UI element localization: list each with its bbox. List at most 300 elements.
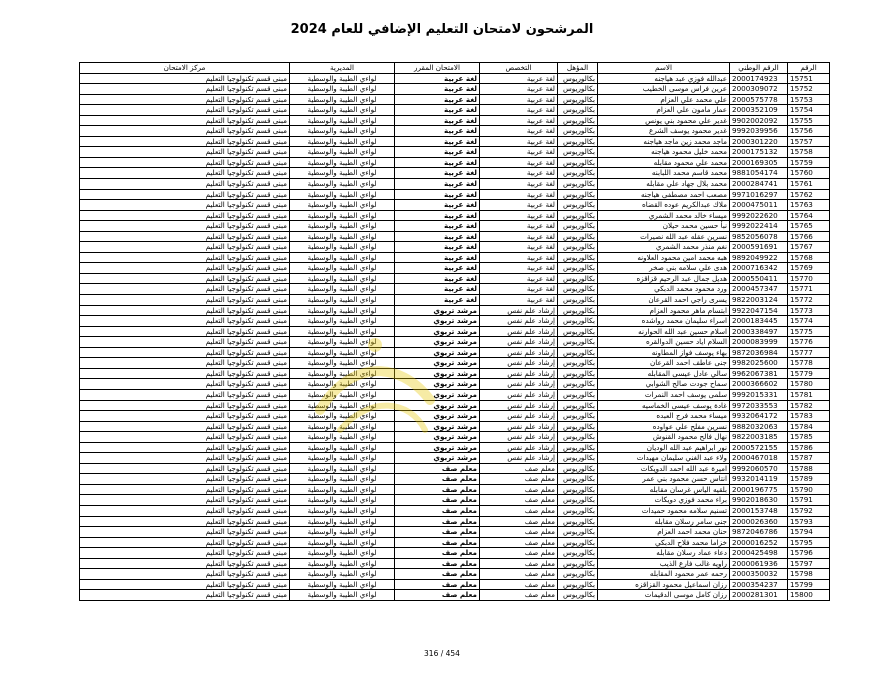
cell-specialization: معلم صف xyxy=(480,505,558,516)
cell-directorate: لواءي الطيبة والوسطية xyxy=(290,379,395,390)
cell-specialization: لغة عربية xyxy=(480,94,558,105)
cell-exam: لغة عربية xyxy=(395,273,480,284)
cell-qualification: بكالوريوس xyxy=(558,516,598,527)
cell-seq: 15789 xyxy=(788,474,830,485)
cell-national-id: 2000196775 xyxy=(730,484,788,495)
cell-specialization: إرشاد علم نفس xyxy=(480,305,558,316)
cell-national-id: 2000301220 xyxy=(730,136,788,147)
cell-directorate: لواءي الطيبة والوسطية xyxy=(290,558,395,569)
cell-directorate: لواءي الطيبة والوسطية xyxy=(290,548,395,559)
cell-national-id: 2000475011 xyxy=(730,200,788,211)
cell-exam: معلم صف xyxy=(395,590,480,601)
cell-exam-center: مبنى قسم تكنولوجيا التعليم xyxy=(80,147,290,158)
cell-seq: 15790 xyxy=(788,484,830,495)
table-row xyxy=(80,463,830,474)
cell-national-id: 2000016252 xyxy=(730,537,788,548)
cell-directorate: لواءي الطيبة والوسطية xyxy=(290,105,395,116)
table-row xyxy=(80,389,830,400)
cell-exam: لغة عربية xyxy=(395,295,480,306)
table-row xyxy=(80,421,830,432)
cell-exam-center: مبنى قسم تكنولوجيا التعليم xyxy=(80,242,290,253)
cell-national-id: 9822003185 xyxy=(730,432,788,443)
cell-exam: مرشد تربوي xyxy=(395,305,480,316)
table-row xyxy=(80,358,830,369)
cell-national-id: 2000467018 xyxy=(730,453,788,464)
table-row xyxy=(80,126,830,137)
cell-name: محمد بلال جهاد علي مقابله xyxy=(598,179,730,190)
header-name: الاسم xyxy=(598,63,730,74)
cell-seq: 15776 xyxy=(788,337,830,348)
cell-seq: 15761 xyxy=(788,179,830,190)
cell-national-id: 2000350032 xyxy=(730,569,788,580)
cell-qualification: بكالوريوس xyxy=(558,168,598,179)
cell-qualification: بكالوريوس xyxy=(558,442,598,453)
table-row xyxy=(80,210,830,221)
cell-name: عرين فراس موسى الخطيب xyxy=(598,84,730,95)
cell-qualification: بكالوريوس xyxy=(558,126,598,137)
cell-exam: لغة عربية xyxy=(395,84,480,95)
cell-name: يسرى راجي احمد القرعان xyxy=(598,295,730,306)
cell-national-id: 2000716342 xyxy=(730,263,788,274)
cell-specialization: معلم صف xyxy=(480,516,558,527)
cell-exam: لغة عربية xyxy=(395,284,480,295)
page-title: المرشحون لامتحان التعليم الإضافي للعام 2024 xyxy=(290,22,594,37)
table-row xyxy=(80,337,830,348)
cell-national-id: 2000153748 xyxy=(730,505,788,516)
table-row xyxy=(80,442,830,453)
cell-name: بلقيه الياس غرسان مقابله xyxy=(598,484,730,495)
table-row xyxy=(80,284,830,295)
cell-seq: 15763 xyxy=(788,200,830,211)
cell-name: اسلام حسين عبد الله الحوارنه xyxy=(598,326,730,337)
cell-exam: لغة عربية xyxy=(395,263,480,274)
cell-name: السلام اياد حسين الدوالقره xyxy=(598,337,730,348)
cell-name: نسرين مفلح علي عواوده xyxy=(598,421,730,432)
table-row xyxy=(80,474,830,485)
cell-directorate: لواءي الطيبة والوسطية xyxy=(290,157,395,168)
table-row xyxy=(80,221,830,232)
cell-exam-center: مبنى قسم تكنولوجيا التعليم xyxy=(80,516,290,527)
cell-specialization: إرشاد علم نفس xyxy=(480,442,558,453)
cell-name: رحمه عمر محمود المقابله xyxy=(598,569,730,580)
header-specialization: التخصص xyxy=(480,63,558,74)
cell-exam-center: مبنى قسم تكنولوجيا التعليم xyxy=(80,210,290,221)
cell-exam-center: مبنى قسم تكنولوجيا التعليم xyxy=(80,347,290,358)
cell-exam: لغة عربية xyxy=(395,168,480,179)
cell-exam: معلم صف xyxy=(395,516,480,527)
header-national-id: الرقم الوطني xyxy=(730,63,788,74)
cell-name: ماجد محمد زين ماجد هياجنه xyxy=(598,136,730,147)
cell-qualification: بكالوريوس xyxy=(558,495,598,506)
cell-specialization: لغة عربية xyxy=(480,105,558,116)
cell-directorate: لواءي الطيبة والوسطية xyxy=(290,179,395,190)
candidates-table xyxy=(79,62,830,601)
cell-seq: 15796 xyxy=(788,548,830,559)
cell-exam: لغة عربية xyxy=(395,252,480,263)
cell-directorate: لواءي الطيبة والوسطية xyxy=(290,316,395,327)
table-row xyxy=(80,505,830,516)
cell-seq: 15774 xyxy=(788,316,830,327)
cell-national-id: 9902002092 xyxy=(730,115,788,126)
cell-exam: مرشد تربوي xyxy=(395,347,480,358)
cell-seq: 15793 xyxy=(788,516,830,527)
cell-exam: لغة عربية xyxy=(395,115,480,126)
cell-qualification: بكالوريوس xyxy=(558,157,598,168)
cell-name: ملاك عبدالكريم عوده القضاه xyxy=(598,200,730,211)
cell-exam: معلم صف xyxy=(395,537,480,548)
cell-exam: مرشد تربوي xyxy=(395,379,480,390)
cell-directorate: لواءي الطيبة والوسطية xyxy=(290,210,395,221)
cell-exam-center: مبنى قسم تكنولوجيا التعليم xyxy=(80,453,290,464)
cell-directorate: لواءي الطيبة والوسطية xyxy=(290,495,395,506)
cell-specialization: معلم صف xyxy=(480,484,558,495)
cell-name: سالي عادل عيسى المقابله xyxy=(598,368,730,379)
cell-seq: 15778 xyxy=(788,358,830,369)
cell-specialization: إرشاد علم نفس xyxy=(480,400,558,411)
cell-exam-center: مبنى قسم تكنولوجيا التعليم xyxy=(80,337,290,348)
cell-exam-center: مبنى قسم تكنولوجيا التعليم xyxy=(80,189,290,200)
cell-exam: معلم صف xyxy=(395,505,480,516)
cell-specialization: لغة عربية xyxy=(480,115,558,126)
cell-exam-center: مبنى قسم تكنولوجيا التعليم xyxy=(80,527,290,538)
cell-national-id: 2000175132 xyxy=(730,147,788,158)
cell-national-id: 9992039956 xyxy=(730,126,788,137)
header-exam-center: مركز الامتحان xyxy=(80,63,290,74)
cell-qualification: بكالوريوس xyxy=(558,537,598,548)
cell-name: هديل جمال عبد الرحيم قزاقزه xyxy=(598,273,730,284)
cell-qualification: بكالوريوس xyxy=(558,453,598,464)
cell-directorate: لواءي الطيبة والوسطية xyxy=(290,189,395,200)
table-row xyxy=(80,590,830,601)
cell-exam-center: مبنى قسم تكنولوجيا التعليم xyxy=(80,221,290,232)
cell-national-id: 9982025600 xyxy=(730,358,788,369)
cell-national-id: 2000550411 xyxy=(730,273,788,284)
cell-exam: لغة عربية xyxy=(395,210,480,221)
cell-seq: 15797 xyxy=(788,558,830,569)
cell-exam-center: مبنى قسم تكنولوجيا التعليم xyxy=(80,115,290,126)
cell-specialization: لغة عربية xyxy=(480,179,558,190)
cell-exam: مرشد تربوي xyxy=(395,389,480,400)
cell-qualification: بكالوريوس xyxy=(558,115,598,126)
cell-exam: معلم صف xyxy=(395,569,480,580)
cell-qualification: بكالوريوس xyxy=(558,210,598,221)
table-body xyxy=(80,73,830,600)
cell-exam: لغة عربية xyxy=(395,126,480,137)
cell-exam: مرشد تربوي xyxy=(395,421,480,432)
cell-specialization: معلم صف xyxy=(480,474,558,485)
cell-directorate: لواءي الطيبة والوسطية xyxy=(290,569,395,580)
cell-name: بهاء يوسف فواز المطاونه xyxy=(598,347,730,358)
cell-national-id: 2000309072 xyxy=(730,84,788,95)
cell-directorate: لواءي الطيبة والوسطية xyxy=(290,84,395,95)
cell-exam-center: مبنى قسم تكنولوجيا التعليم xyxy=(80,84,290,95)
cell-national-id: 9992060570 xyxy=(730,463,788,474)
cell-qualification: بكالوريوس xyxy=(558,558,598,569)
cell-exam: لغة عربية xyxy=(395,221,480,232)
cell-exam: مرشد تربوي xyxy=(395,358,480,369)
cell-exam-center: مبنى قسم تكنولوجيا التعليم xyxy=(80,474,290,485)
cell-qualification: بكالوريوس xyxy=(558,505,598,516)
table-row xyxy=(80,495,830,506)
cell-directorate: لواءي الطيبة والوسطية xyxy=(290,200,395,211)
cell-qualification: بكالوريوس xyxy=(558,463,598,474)
table-row xyxy=(80,347,830,358)
cell-exam-center: مبنى قسم تكنولوجيا التعليم xyxy=(80,126,290,137)
cell-national-id: 9822003124 xyxy=(730,295,788,306)
cell-directorate: لواءي الطيبة والوسطية xyxy=(290,505,395,516)
cell-exam-center: مبنى قسم تكنولوجيا التعليم xyxy=(80,484,290,495)
table-row xyxy=(80,400,830,411)
cell-name: راويه غالب فارع الذيب xyxy=(598,558,730,569)
cell-national-id: 2000083999 xyxy=(730,337,788,348)
cell-exam-center: مبنى قسم تكنولوجيا التعليم xyxy=(80,579,290,590)
cell-name: ميساء محمد فرج العبده xyxy=(598,411,730,422)
cell-national-id: 9932064172 xyxy=(730,411,788,422)
cell-directorate: لواءي الطيبة والوسطية xyxy=(290,368,395,379)
cell-name: علي محمد علي العزام xyxy=(598,94,730,105)
cell-qualification: بكالوريوس xyxy=(558,474,598,485)
cell-seq: 15773 xyxy=(788,305,830,316)
cell-specialization: إرشاد علم نفس xyxy=(480,421,558,432)
cell-specialization: معلم صف xyxy=(480,579,558,590)
cell-exam-center: مبنى قسم تكنولوجيا التعليم xyxy=(80,495,290,506)
table-row xyxy=(80,231,830,242)
cell-seq: 15795 xyxy=(788,537,830,548)
cell-seq: 15799 xyxy=(788,579,830,590)
cell-specialization: لغة عربية xyxy=(480,126,558,137)
cell-specialization: إرشاد علم نفس xyxy=(480,453,558,464)
cell-qualification: بكالوريوس xyxy=(558,484,598,495)
page-number: 316 / 454 xyxy=(424,649,460,658)
cell-seq: 15766 xyxy=(788,231,830,242)
cell-directorate: لواءي الطيبة والوسطية xyxy=(290,537,395,548)
cell-exam-center: مبنى قسم تكنولوجيا التعليم xyxy=(80,295,290,306)
cell-qualification: بكالوريوس xyxy=(558,432,598,443)
cell-qualification: بكالوريوس xyxy=(558,400,598,411)
table-row xyxy=(80,94,830,105)
cell-exam-center: مبنى قسم تكنولوجيا التعليم xyxy=(80,284,290,295)
header-directorate: المديرية xyxy=(290,63,395,74)
cell-seq: 15780 xyxy=(788,379,830,390)
header-seq: الرقم xyxy=(788,63,830,74)
cell-qualification: بكالوريوس xyxy=(558,200,598,211)
cell-directorate: لواءي الطيبة والوسطية xyxy=(290,295,395,306)
cell-seq: 15775 xyxy=(788,326,830,337)
cell-specialization: لغة عربية xyxy=(480,157,558,168)
cell-exam-center: مبنى قسم تكنولوجيا التعليم xyxy=(80,463,290,474)
cell-exam: مرشد تربوي xyxy=(395,316,480,327)
cell-specialization: لغة عربية xyxy=(480,168,558,179)
cell-exam: معلم صف xyxy=(395,484,480,495)
cell-exam-center: مبنى قسم تكنولوجيا التعليم xyxy=(80,389,290,400)
cell-specialization: معلم صف xyxy=(480,548,558,559)
cell-national-id: 2000174923 xyxy=(730,73,788,84)
cell-directorate: لواءي الطيبة والوسطية xyxy=(290,136,395,147)
table-row xyxy=(80,558,830,569)
cell-exam: لغة عربية xyxy=(395,147,480,158)
cell-seq: 15757 xyxy=(788,136,830,147)
cell-exam: مرشد تربوي xyxy=(395,326,480,337)
cell-qualification: بكالوريوس xyxy=(558,263,598,274)
table-row xyxy=(80,200,830,211)
table-row xyxy=(80,168,830,179)
cell-exam-center: مبنى قسم تكنولوجيا التعليم xyxy=(80,263,290,274)
cell-directorate: لواءي الطيبة والوسطية xyxy=(290,411,395,422)
cell-directorate: لواءي الطيبة والوسطية xyxy=(290,326,395,337)
cell-national-id: 9992022414 xyxy=(730,221,788,232)
cell-national-id: 9882032063 xyxy=(730,421,788,432)
cell-name: براء محمد فوزي دويكات xyxy=(598,495,730,506)
cell-exam: معلم صف xyxy=(395,474,480,485)
cell-name: نغم منذر محمد الشمري xyxy=(598,242,730,253)
cell-national-id: 2000338497 xyxy=(730,326,788,337)
cell-national-id: 2000281301 xyxy=(730,590,788,601)
cell-seq: 15765 xyxy=(788,221,830,232)
cell-directorate: لواءي الطيبة والوسطية xyxy=(290,147,395,158)
cell-exam: لغة عربية xyxy=(395,231,480,242)
cell-directorate: لواءي الطيبة والوسطية xyxy=(290,579,395,590)
cell-name: رزان كامل موسى الدقيمات xyxy=(598,590,730,601)
table-row xyxy=(80,537,830,548)
cell-directorate: لواءي الطيبة والوسطية xyxy=(290,590,395,601)
cell-national-id: 2000572155 xyxy=(730,442,788,453)
cell-exam: لغة عربية xyxy=(395,136,480,147)
cell-qualification: بكالوريوس xyxy=(558,136,598,147)
cell-qualification: بكالوريوس xyxy=(558,326,598,337)
cell-name: ميساء خالد محمد الشمري xyxy=(598,210,730,221)
cell-qualification: بكالوريوس xyxy=(558,231,598,242)
cell-name: غدير محمود يوسف الشرع xyxy=(598,126,730,137)
cell-exam-center: مبنى قسم تكنولوجيا التعليم xyxy=(80,558,290,569)
cell-exam: لغة عربية xyxy=(395,157,480,168)
cell-exam-center: مبنى قسم تكنولوجيا التعليم xyxy=(80,136,290,147)
cell-name: محمد علي محمود مقابله xyxy=(598,157,730,168)
cell-specialization: إرشاد علم نفس xyxy=(480,347,558,358)
cell-qualification: بكالوريوس xyxy=(558,179,598,190)
cell-exam-center: مبنى قسم تكنولوجيا التعليم xyxy=(80,442,290,453)
cell-directorate: لواءي الطيبة والوسطية xyxy=(290,337,395,348)
cell-qualification: بكالوريوس xyxy=(558,305,598,316)
cell-exam-center: مبنى قسم تكنولوجيا التعليم xyxy=(80,200,290,211)
cell-name: دعاء عماد رسلان مقابله xyxy=(598,548,730,559)
table-row xyxy=(80,273,830,284)
cell-exam-center: مبنى قسم تكنولوجيا التعليم xyxy=(80,569,290,580)
cell-exam-center: مبنى قسم تكنولوجيا التعليم xyxy=(80,316,290,327)
table-row xyxy=(80,316,830,327)
cell-qualification: بكالوريوس xyxy=(558,421,598,432)
cell-exam: مرشد تربوي xyxy=(395,432,480,443)
table-row xyxy=(80,73,830,84)
table-row xyxy=(80,569,830,580)
cell-exam-center: مبنى قسم تكنولوجيا التعليم xyxy=(80,105,290,116)
table-row xyxy=(80,242,830,253)
header-exam: الامتحان المقرر xyxy=(395,63,480,74)
cell-seq: 15770 xyxy=(788,273,830,284)
cell-specialization: لغة عربية xyxy=(480,210,558,221)
cell-qualification: بكالوريوس xyxy=(558,73,598,84)
cell-exam: لغة عربية xyxy=(395,179,480,190)
cell-specialization: لغة عربية xyxy=(480,252,558,263)
cell-name: ابتسام ماهر محمود العزام xyxy=(598,305,730,316)
cell-exam-center: مبنى قسم تكنولوجيا التعليم xyxy=(80,590,290,601)
cell-seq: 15798 xyxy=(788,569,830,580)
cell-seq: 15792 xyxy=(788,505,830,516)
cell-exam: معلم صف xyxy=(395,548,480,559)
table-row xyxy=(80,147,830,158)
cell-national-id: 9992022620 xyxy=(730,210,788,221)
table-row xyxy=(80,326,830,337)
cell-seq: 15794 xyxy=(788,527,830,538)
cell-national-id: 2000457347 xyxy=(730,284,788,295)
cell-name: محمد خليل محمود هياجنه xyxy=(598,147,730,158)
table-row xyxy=(80,379,830,390)
cell-name: نهال فالح محمود القنوش xyxy=(598,432,730,443)
cell-national-id: 2000183445 xyxy=(730,316,788,327)
cell-qualification: بكالوريوس xyxy=(558,221,598,232)
cell-exam: معلم صف xyxy=(395,527,480,538)
cell-national-id: 9852056078 xyxy=(730,231,788,242)
cell-exam-center: مبنى قسم تكنولوجيا التعليم xyxy=(80,179,290,190)
cell-exam: مرشد تربوي xyxy=(395,411,480,422)
table-row xyxy=(80,368,830,379)
cell-seq: 15772 xyxy=(788,295,830,306)
cell-exam: لغة عربية xyxy=(395,242,480,253)
cell-seq: 15784 xyxy=(788,421,830,432)
cell-directorate: لواءي الطيبة والوسطية xyxy=(290,284,395,295)
cell-exam-center: مبنى قسم تكنولوجيا التعليم xyxy=(80,537,290,548)
table-row xyxy=(80,527,830,538)
cell-national-id: 9932014119 xyxy=(730,474,788,485)
cell-directorate: لواءي الطيبة والوسطية xyxy=(290,252,395,263)
cell-specialization: إرشاد علم نفس xyxy=(480,368,558,379)
cell-exam: لغة عربية xyxy=(395,189,480,200)
cell-exam: مرشد تربوي xyxy=(395,337,480,348)
cell-specialization: لغة عربية xyxy=(480,84,558,95)
cell-name: عبدالله فوزي عبد هياجنه xyxy=(598,73,730,84)
cell-directorate: لواءي الطيبة والوسطية xyxy=(290,400,395,411)
cell-specialization: لغة عربية xyxy=(480,263,558,274)
cell-name: تسنيم سلامه محمود حميدات xyxy=(598,505,730,516)
cell-name: عمار مامون علي العزام xyxy=(598,105,730,116)
cell-exam-center: مبنى قسم تكنولوجيا التعليم xyxy=(80,231,290,242)
cell-exam-center: مبنى قسم تكنولوجيا التعليم xyxy=(80,168,290,179)
cell-specialization: معلم صف xyxy=(480,537,558,548)
cell-seq: 15800 xyxy=(788,590,830,601)
cell-national-id: 2000061936 xyxy=(730,558,788,569)
cell-seq: 15753 xyxy=(788,94,830,105)
table-row xyxy=(80,157,830,168)
cell-specialization: لغة عربية xyxy=(480,242,558,253)
cell-seq: 15755 xyxy=(788,115,830,126)
table-row xyxy=(80,548,830,559)
cell-name: اميرة عبد الله احمد الدويكات xyxy=(598,463,730,474)
cell-seq: 15788 xyxy=(788,463,830,474)
cell-exam: معلم صف xyxy=(395,495,480,506)
cell-exam-center: مبنى قسم تكنولوجيا التعليم xyxy=(80,305,290,316)
cell-exam: لغة عربية xyxy=(395,200,480,211)
cell-specialization: لغة عربية xyxy=(480,200,558,211)
cell-national-id: 2000425498 xyxy=(730,548,788,559)
cell-seq: 15756 xyxy=(788,126,830,137)
cell-directorate: لواءي الطيبة والوسطية xyxy=(290,421,395,432)
cell-specialization: لغة عربية xyxy=(480,284,558,295)
cell-exam: لغة عربية xyxy=(395,105,480,116)
table-row xyxy=(80,295,830,306)
cell-specialization: لغة عربية xyxy=(480,189,558,200)
cell-national-id: 9992015331 xyxy=(730,389,788,400)
cell-exam-center: مبنى قسم تكنولوجيا التعليم xyxy=(80,379,290,390)
table-row xyxy=(80,263,830,274)
